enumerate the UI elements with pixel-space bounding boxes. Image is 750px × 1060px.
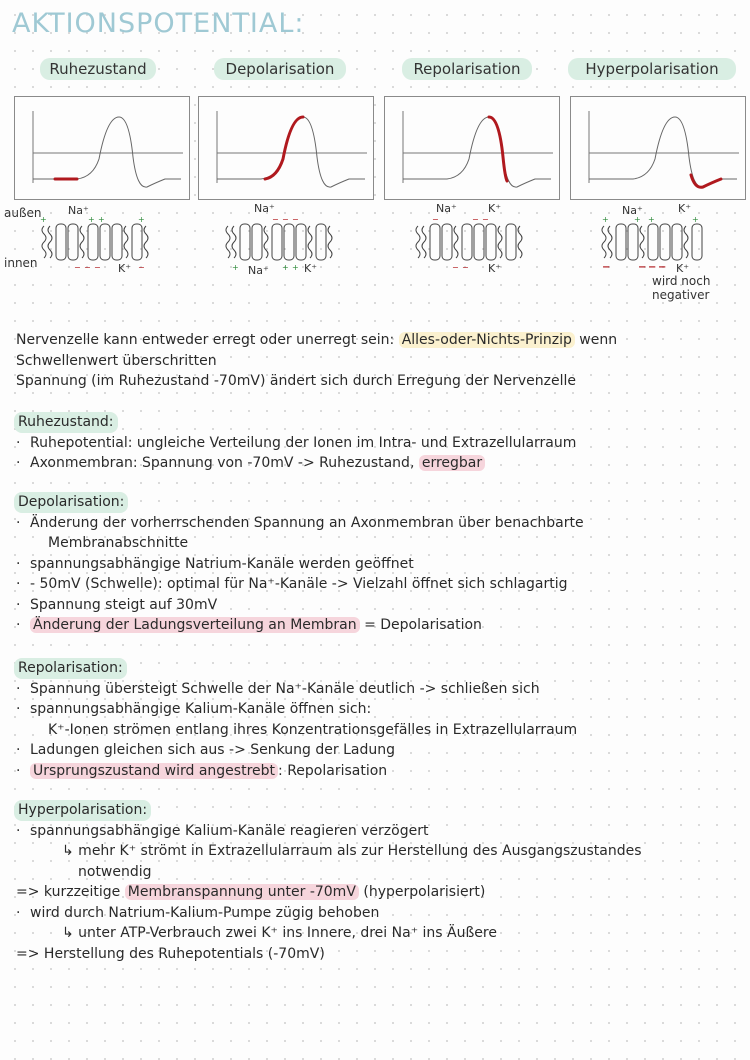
svg-text:+: +: [98, 215, 105, 224]
svg-text:−: −: [648, 262, 657, 272]
hyper-bullet-1-cont2: notwendig: [78, 863, 152, 880]
membrane-diagram-ruhezustand: [38, 212, 156, 276]
svg-text:−: −: [658, 262, 667, 272]
svg-text:+: +: [602, 215, 609, 224]
depol-bullet-4: Spannung steigt auf 30mV: [30, 596, 218, 613]
svg-text:−: −: [272, 215, 279, 224]
label-k-4b: K⁺: [676, 262, 690, 275]
svg-text:−: −: [462, 263, 469, 272]
section-depolarisation: Depolarisation: · Änderung der vorherrschenden Spannung an Axonmembran über benachbarte Membranabschnitte · spannungsabhängige Natrium-Kanäle werden geöffnet · - 50mV (Schwelle): optimal für Na⁺-Kanäle -> Vielzahl öffnet sich schlagartig · Spannung steigt auf 30mV · Änderung der Ladungsverteilung an Membran = Depolarisation: [16, 492, 741, 636]
ruhe-highlight-erregbar: erregbar: [419, 455, 485, 471]
label-k-3b: K⁺: [488, 262, 502, 275]
label-innen: innen: [4, 256, 38, 270]
repol-bullet-3: Ladungen gleichen sich aus -> Senkung der Ladung: [30, 742, 395, 758]
svg-text:−: −: [638, 262, 647, 272]
label-na-3: Na⁺: [436, 202, 457, 215]
svg-text:+: +: [232, 263, 239, 272]
svg-text:+: +: [40, 215, 47, 224]
svg-text:−: −: [94, 263, 101, 272]
depol-highlight: Änderung der Ladungsverteilung an Membran: [30, 617, 360, 633]
ruhe-bullet-1: Ruhepotential: ungleiche Verteilung der Ionen im Intra- und Extrazellularraum: [30, 434, 577, 451]
graph-hyperpolarisation: [570, 96, 746, 200]
page-title: AKTIONSPOTENTIAL:: [12, 8, 305, 39]
intro-text-3: Spannung (im Ruhezustand -70mV) ändert sich durch Erregung der Nervenzelle: [16, 373, 577, 389]
membrane-diagram-repolarisation: [412, 212, 530, 276]
membrane-diagram-depolarisation: [222, 212, 340, 276]
depol-bullet-2: spannungsabhängige Natrium-Kanäle werden geöffnet: [30, 555, 414, 572]
svg-text:−: −: [472, 215, 479, 224]
ruhe-bullet-2: Axonmembran: Spannung von -70mV -> Ruhezustand,: [30, 455, 419, 471]
label-k-1: K⁺: [118, 262, 132, 275]
phase-title-repolarisation: Repolarisation: [402, 58, 532, 80]
repol-bullet-2: spannungsabhängige Kalium-Kanäle öffnen sich:: [30, 701, 372, 717]
svg-text:−: −: [138, 263, 145, 272]
graph-ruhezustand: [14, 96, 190, 200]
hyper-arrow-2: => Herstellung des Ruhepotentials (-70mV): [16, 945, 325, 962]
svg-text:−: −: [482, 215, 489, 224]
note-wird-noch: wird noch: [652, 274, 711, 288]
hyper-highlight: Membranspannung unter -70mV: [125, 884, 359, 900]
repol-bullet-2-cont: K⁺-Ionen strömen entlang ihres Konzentrationsgefälles in Extrazellularraum: [48, 721, 578, 738]
graph-repolarisation: [384, 96, 560, 200]
svg-text:+: +: [692, 215, 699, 224]
heading-repolarisation: Repolarisation:: [14, 658, 127, 679]
svg-text:−: −: [74, 263, 81, 272]
graph-depolarisation: [198, 96, 374, 200]
intro-block: [16, 330, 741, 392]
label-na-2b: Na⁺: [248, 264, 269, 277]
hyper-arrow-1: => kurzzeitige: [16, 884, 125, 900]
intro-text-1: Nervenzelle kann entweder erregt oder unerregt sein:: [16, 332, 399, 348]
hyper-bullet-1: spannungsabhängige Kalium-Kanäle reagieren verzögert: [30, 822, 429, 839]
svg-text:−: −: [602, 262, 611, 272]
section-ruhezustand: Ruhezustand: · Ruhepotential: ungleiche Verteilung der Ionen im Intra- und Extrazellularraum · Axonmembran: Spannung von -70mV -> Ruhezustand, erregbar: [16, 414, 577, 471]
depol-bullet-5: = Depolarisation: [359, 617, 482, 633]
svg-text:−: −: [84, 263, 91, 272]
svg-text:+: +: [634, 215, 641, 224]
label-na-2: Na⁺: [254, 202, 275, 215]
phase-title-depolarisation: Depolarisation: [214, 58, 346, 80]
intro-text-1c: wenn: [574, 332, 618, 348]
depol-bullet-3: - 50mV (Schwelle): optimal für Na⁺-Kanäle -> Vielzahl öffnet sich schlagartig: [30, 576, 568, 592]
heading-ruhezustand: Ruhezustand:: [14, 412, 118, 433]
label-k-2: K⁺: [304, 262, 318, 275]
label-k-3: K⁺: [488, 202, 502, 215]
label-na-4: Na⁺: [622, 204, 643, 217]
intro-highlight: Alles-oder-Nichts-Prinzip: [399, 332, 575, 348]
phase-title-ruhezustand: Ruhezustand: [40, 58, 156, 80]
repol-bullet-1: Spannung übersteigt Schwelle der Na⁺-Kanäle deutlich -> schließen sich: [30, 680, 540, 697]
section-hyperpolarisation: Hyperpolarisation: · spannungsabhängige Kalium-Kanäle reagieren verzögert ↳ mehr K⁺ strömt in Extrazellularraum als zur Herstellung des Ausgangszustandes notwendig => kurzzeitige Membranspannung unter -70mV (hyperpolarisiert) · wird durch Natrium-Kalium-Pumpe zügig behoben ↳ unter ATP-Verbrauch zwei K⁺ ins Innere, drei Na⁺ ins Äußere => Herstellung des Ruhepotentials (-70mV): [16, 800, 741, 964]
label-k-4: K⁺: [678, 202, 692, 215]
hyper-bullet-1-cont: ↳ mehr K⁺ strömt in Extrazellularraum als zur Herstellung des Ausgangszustandes: [62, 843, 642, 859]
intro-text-2: Schwellenwert überschritten: [16, 352, 217, 369]
heading-hyperpolarisation: Hyperpolarisation:: [14, 800, 151, 821]
svg-text:+: +: [88, 215, 95, 224]
svg-text:−: −: [292, 215, 299, 224]
note-negativer: negativer: [652, 288, 710, 302]
svg-text:+: +: [282, 263, 289, 272]
repol-highlight: Ursprungszustand wird angestrebt: [30, 763, 278, 779]
svg-text:+: +: [292, 263, 299, 272]
hyper-arrow-1c: (hyperpolarisiert): [358, 884, 486, 900]
svg-text:+: +: [648, 215, 655, 224]
phase-title-hyperpolarisation: Hyperpolarisation: [568, 58, 736, 80]
svg-text:+: +: [138, 215, 145, 224]
heading-depolarisation: Depolarisation:: [14, 492, 128, 513]
repol-bullet-4: : Repolarisation: [278, 762, 388, 779]
svg-text:−: −: [432, 215, 439, 224]
section-repolarisation: Repolarisation: · Spannung übersteigt Schwelle der Na⁺-Kanäle deutlich -> schließen sich · spannungsabhängige Kalium-Kanäle öffnen sich: K⁺-Ionen strömen entlang ihres Konzentrationsgefälles in Extrazellularraum · Ladungen gleichen sich aus -> Senkung der Ladung · Ursprungszustand wird angestrebt : Repolarisation: [16, 658, 741, 781]
depol-bullet-1-cont: Membranabschnitte: [48, 535, 189, 551]
svg-text:−: −: [452, 263, 459, 272]
hyper-bullet-2-cont: ↳ unter ATP-Verbrauch zwei K⁺ ins Innere, drei Na⁺ ins Äußere: [62, 925, 497, 941]
svg-text:−: −: [282, 215, 289, 224]
depol-bullet-1: Änderung der vorherrschenden Spannung an Axonmembran über benachbarte: [30, 514, 584, 531]
membrane-diagram-hyperpolarisation: [598, 212, 716, 276]
hyper-bullet-2: wird durch Natrium-Kalium-Pumpe zügig behoben: [30, 904, 380, 921]
label-aussen: außen: [4, 206, 42, 220]
label-na-1: Na⁺: [68, 204, 89, 217]
